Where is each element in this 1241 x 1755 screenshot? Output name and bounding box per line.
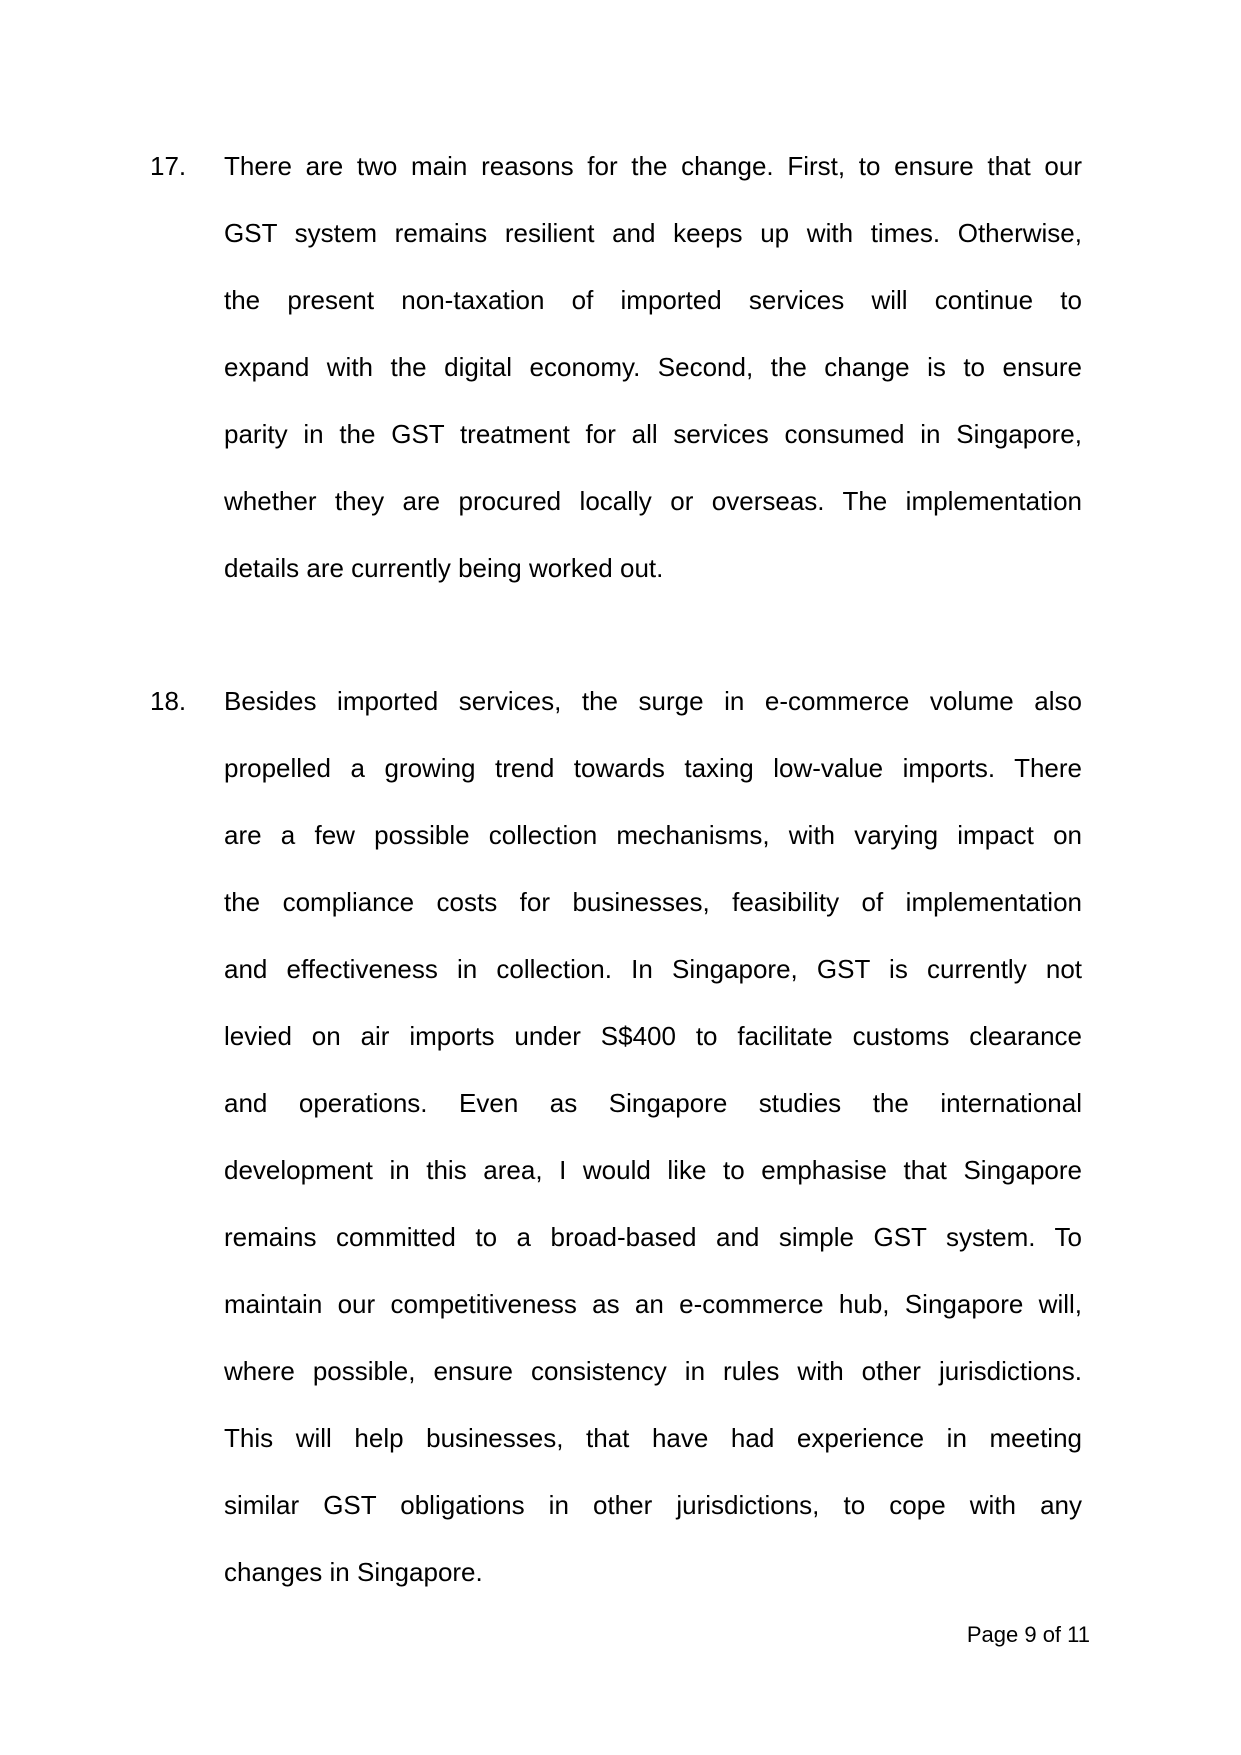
paragraph-line: are a few possible collection mechanisms, with varying impact on (224, 820, 1082, 850)
paragraph-line: and effectiveness in collection. In Singapore, GST is currently not (224, 954, 1082, 984)
paragraph-body (224, 668, 1082, 1606)
paragraph-line: the compliance costs for businesses, feasibility of implementation (224, 887, 1082, 917)
paragraph-number: 17. (150, 151, 187, 181)
paragraph-line: propelled a growing trend towards taxing low-value imports. There (224, 753, 1082, 783)
page-number: Page 9 of 11 (966, 1622, 1090, 1647)
paragraph-line: details are currently being worked out. (224, 553, 664, 583)
paragraph-line: where possible, ensure consistency in rules with other jurisdictions. (224, 1356, 1082, 1386)
paragraph-line: This will help businesses, that have had experience in meeting (224, 1423, 1082, 1453)
paragraph-line: whether they are procured locally or overseas. The implementation (224, 486, 1082, 516)
paragraph-line: changes in Singapore. (224, 1557, 483, 1587)
paragraph-number: 18. (150, 686, 187, 716)
paragraph-line: Besides imported services, the surge in e-commerce volume also (224, 686, 1082, 716)
paragraph-line: levied on air imports under S$400 to facilitate customs clearance (224, 1021, 1082, 1051)
paragraph-body (224, 133, 1082, 602)
paragraph-line: GST system remains resilient and keeps up with times. Otherwise, (224, 218, 1082, 248)
paragraph-line: maintain our competitiveness as an e-commerce hub, Singapore will, (224, 1289, 1082, 1319)
paragraph-line: remains committed to a broad-based and simple GST system. To (224, 1222, 1082, 1252)
paragraph-line: parity in the GST treatment for all services consumed in Singapore, (224, 419, 1082, 449)
paragraph-line: development in this area, I would like to emphasise that Singapore (224, 1155, 1082, 1185)
paragraph-line: the present non-taxation of imported services will continue to (224, 285, 1082, 315)
paragraph-line: similar GST obligations in other jurisdictions, to cope with any (224, 1490, 1082, 1520)
paragraph-line: expand with the digital economy. Second, the change is to ensure (224, 352, 1082, 382)
paragraph-line: There are two main reasons for the change. First, to ensure that our (224, 151, 1082, 181)
paragraph-line: and operations. Even as Singapore studies the international (224, 1088, 1082, 1118)
